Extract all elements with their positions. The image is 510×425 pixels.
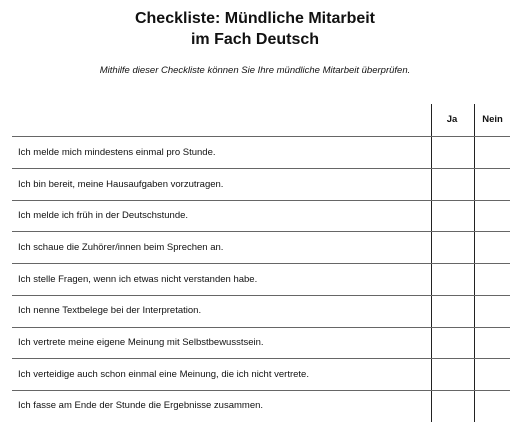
row-divider [12,390,510,391]
row-divider [12,231,510,232]
row-divider [12,136,510,137]
column-header-yes: Ja [446,114,458,125]
checklist-item: Ich nenne Textbelege bei der Interpretation. [18,305,202,316]
page-title-line1: Checkliste: Mündliche Mitarbeit [134,10,376,27]
checklist-item: Ich vertrete meine eigene Meinung mit Selbstbewusstsein. [18,337,264,348]
row-divider [12,263,510,264]
row-divider [12,168,510,169]
row-divider [12,200,510,201]
checklist-item: Ich stelle Fragen, wenn ich etwas nicht verstanden habe. [18,274,258,285]
checklist-item: Ich verteidige auch schon einmal eine Meinung, die ich nicht vertrete. [18,369,309,380]
checklist-item: Ich bin bereit, meine Hausaufgaben vorzutragen. [18,179,224,190]
column-header-no: Nein [482,114,503,125]
row-divider [12,295,510,296]
page-subtitle: Mithilfe dieser Checkliste können Sie Ihre mündliche Mitarbeit überprüfen. [99,65,411,76]
checklist-item: Ich melde ich früh in der Deutschstunde. [18,210,189,221]
page-title [0,8,510,50]
row-divider [12,327,510,328]
row-divider [12,358,510,359]
checklist-item: Ich melde mich mindestens einmal pro Stunde. [18,147,216,158]
checklist-item: Ich fasse am Ende der Stunde die Ergebnisse zusammen. [18,400,264,411]
checklist-item: Ich schaue die Zuhörer/innen beim Sprechen an. [18,242,224,253]
page-title-line2: im Fach Deutsch [190,31,320,48]
